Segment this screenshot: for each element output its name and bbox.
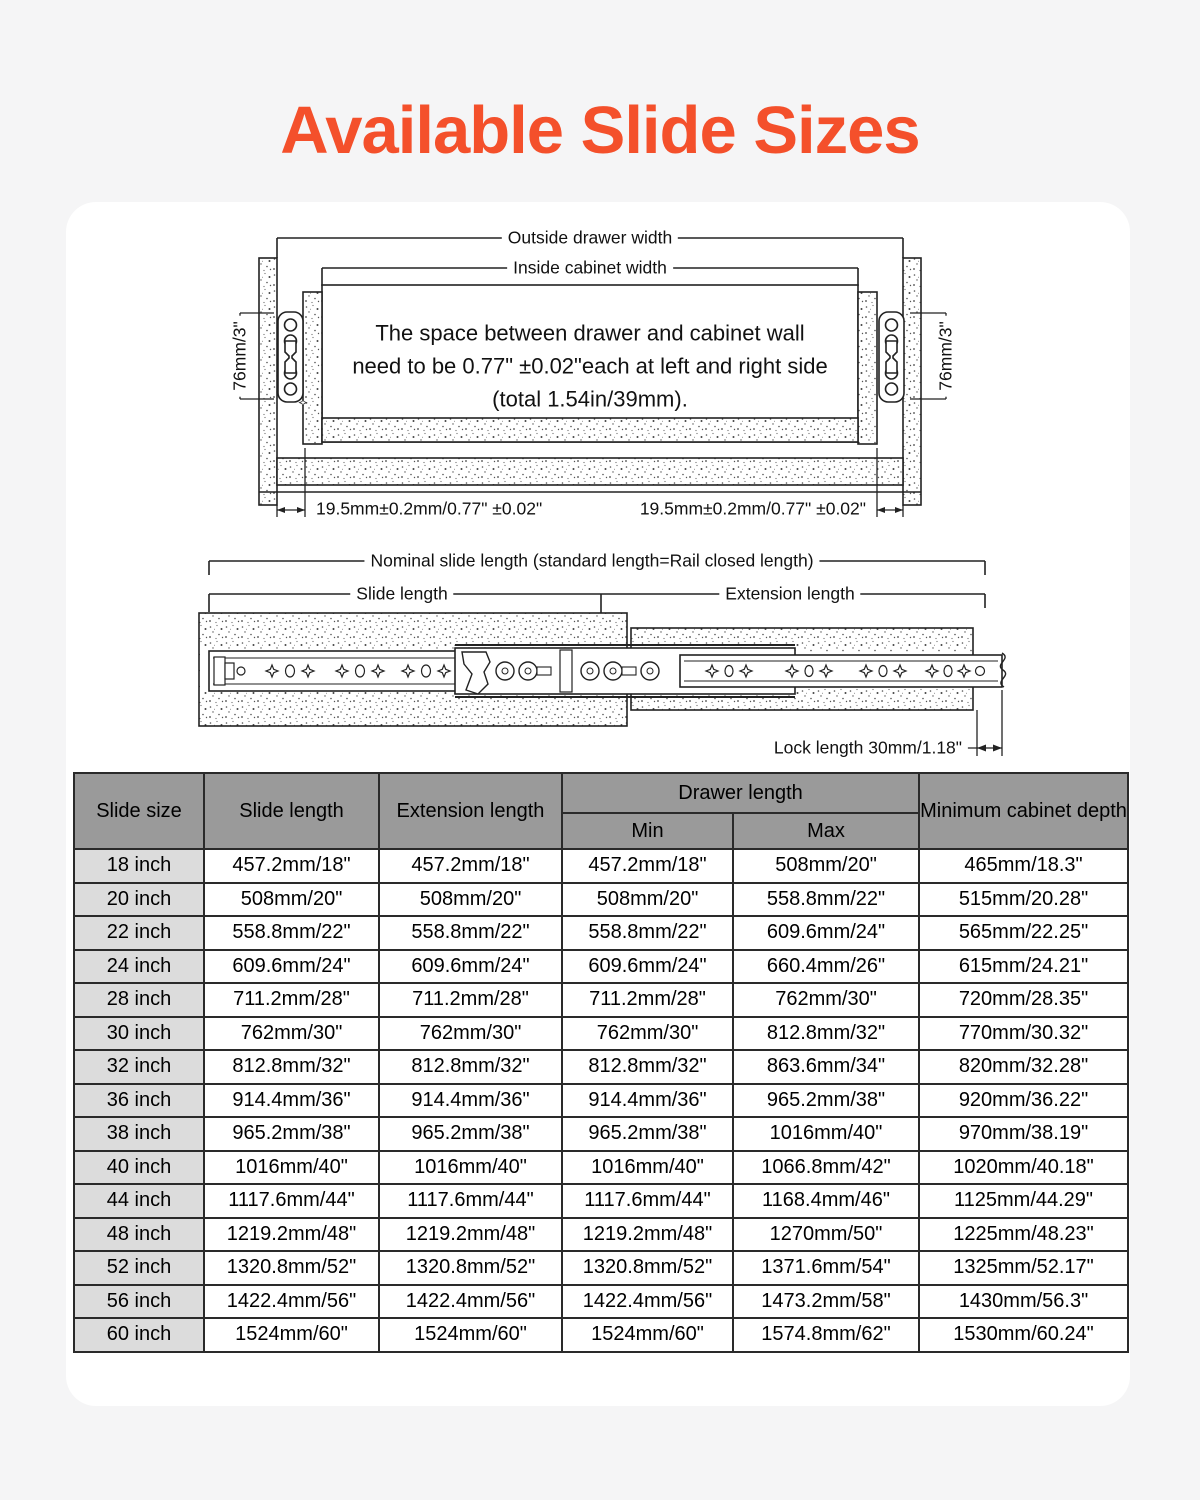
table-cell: 762mm/30" xyxy=(379,1017,562,1051)
table-row xyxy=(74,1017,1128,1051)
table-cell: 965.2mm/38" xyxy=(733,1084,919,1118)
table-cell: 1473.2mm/58" xyxy=(733,1285,919,1319)
inside-cabinet-width-label: Inside cabinet width xyxy=(507,258,673,279)
table-row xyxy=(74,1218,1128,1252)
header-min-cabinet-depth: Minimum cabinet depth xyxy=(919,773,1128,849)
extension-length-label: Extension length xyxy=(719,584,860,605)
cabinet-bottom-panel xyxy=(277,458,903,485)
table-cell: 515mm/20.28" xyxy=(919,883,1128,917)
table-cell: 965.2mm/38" xyxy=(562,1117,733,1151)
table-cell: 457.2mm/18" xyxy=(379,849,562,883)
table-cell: 38 inch xyxy=(74,1117,204,1151)
outer-wall-right xyxy=(903,258,921,505)
table-cell: 762mm/30" xyxy=(204,1017,379,1051)
table-cell: 914.4mm/36" xyxy=(204,1084,379,1118)
table-cell: 1524mm/60" xyxy=(204,1318,379,1352)
table-cell: 1320.8mm/52" xyxy=(204,1251,379,1285)
table-cell: 820mm/32.28" xyxy=(919,1050,1128,1084)
table-row xyxy=(74,916,1128,950)
outer-wall-left xyxy=(259,258,277,505)
table-cell: 56 inch xyxy=(74,1285,204,1319)
table-row xyxy=(74,1084,1128,1118)
table-cell: 863.6mm/34" xyxy=(733,1050,919,1084)
header-drawer-length: Drawer length xyxy=(562,773,919,813)
table-cell: 762mm/30" xyxy=(562,1017,733,1051)
table-cell: 711.2mm/28" xyxy=(204,983,379,1017)
table-cell: 24 inch xyxy=(74,950,204,984)
table-cell: 30 inch xyxy=(74,1017,204,1051)
table-cell: 914.4mm/36" xyxy=(379,1084,562,1118)
table-cell: 1219.2mm/48" xyxy=(204,1218,379,1252)
table-cell: 508mm/20" xyxy=(733,849,919,883)
header-max: Max xyxy=(733,813,919,849)
table-cell: 1422.4mm/56" xyxy=(204,1285,379,1319)
table-cell: 1524mm/60" xyxy=(562,1318,733,1352)
table-cell: 812.8mm/32" xyxy=(204,1050,379,1084)
table-cell: 1066.8mm/42" xyxy=(733,1151,919,1185)
header-slide-size: Slide size xyxy=(74,773,204,849)
nominal-slide-length-label: Nominal slide length (standard length=Rail closed length) xyxy=(364,551,819,572)
table-cell: 565mm/22.25" xyxy=(919,916,1128,950)
lock-length-label: Lock length 30mm/1.18" xyxy=(768,738,968,759)
table-cell: 32 inch xyxy=(74,1050,204,1084)
table-header xyxy=(74,773,1128,849)
table-cell: 1117.6mm/44" xyxy=(204,1184,379,1218)
table-cell: 508mm/20" xyxy=(379,883,562,917)
table-cell: 1524mm/60" xyxy=(379,1318,562,1352)
outside-drawer-width-label: Outside drawer width xyxy=(502,228,678,249)
table-cell: 711.2mm/28" xyxy=(562,983,733,1017)
table-cell: 457.2mm/18" xyxy=(562,849,733,883)
table-cell: 1117.6mm/44" xyxy=(379,1184,562,1218)
table-cell: 965.2mm/38" xyxy=(379,1117,562,1151)
table-cell: 465mm/18.3" xyxy=(919,849,1128,883)
slide-length-diagram xyxy=(199,399,1006,756)
table-row xyxy=(74,950,1128,984)
side-clearance-label-left: 19.5mm±0.2mm/0.77" ±0.02" xyxy=(316,498,543,519)
table-cell: 52 inch xyxy=(74,1251,204,1285)
table-cell: 558.8mm/22" xyxy=(379,916,562,950)
table-cell: 1422.4mm/56" xyxy=(379,1285,562,1319)
table-cell: 48 inch xyxy=(74,1218,204,1252)
header-min: Min xyxy=(562,813,733,849)
table-cell: 1530mm/60.24" xyxy=(919,1318,1128,1352)
table-cell: 1225mm/48.23" xyxy=(919,1218,1128,1252)
table-cell: 36 inch xyxy=(74,1084,204,1118)
table-cell: 1325mm/52.17" xyxy=(919,1251,1128,1285)
page-title: Available Slide Sizes xyxy=(280,93,920,168)
table-cell: 1117.6mm/44" xyxy=(562,1184,733,1218)
table-cell: 762mm/30" xyxy=(733,983,919,1017)
table-row xyxy=(74,1285,1128,1319)
table-cell: 1168.4mm/46" xyxy=(733,1184,919,1218)
table-cell: 1125mm/44.29" xyxy=(919,1184,1128,1218)
table-cell: 914.4mm/36" xyxy=(562,1084,733,1118)
table-cell: 558.8mm/22" xyxy=(204,916,379,950)
table-cell: 20 inch xyxy=(74,883,204,917)
table-row xyxy=(74,1184,1128,1218)
table-cell: 812.8mm/32" xyxy=(562,1050,733,1084)
table-cell: 609.6mm/24" xyxy=(379,950,562,984)
inner-wall-left xyxy=(303,292,322,444)
header-slide-length: Slide length xyxy=(204,773,379,849)
table-cell: 60 inch xyxy=(74,1318,204,1352)
table-row xyxy=(74,1117,1128,1151)
slide-length-label: Slide length xyxy=(350,584,453,605)
table-cell: 1016mm/40" xyxy=(379,1151,562,1185)
table-cell: 615mm/24.21" xyxy=(919,950,1128,984)
table-cell: 1422.4mm/56" xyxy=(562,1285,733,1319)
table-cell: 44 inch xyxy=(74,1184,204,1218)
table-cell: 1320.8mm/52" xyxy=(379,1251,562,1285)
table-cell: 711.2mm/28" xyxy=(379,983,562,1017)
table-row xyxy=(74,1151,1128,1185)
table-cell: 1016mm/40" xyxy=(733,1117,919,1151)
table-cell: 508mm/20" xyxy=(562,883,733,917)
table-body xyxy=(74,849,1128,1352)
table-cell: 965.2mm/38" xyxy=(204,1117,379,1151)
header-extension-length: Extension length xyxy=(379,773,562,849)
drawer-bottom-panel xyxy=(322,418,858,442)
slide-profile-left xyxy=(278,312,303,402)
table-cell: 18 inch xyxy=(74,849,204,883)
table-cell: 1020mm/40.18" xyxy=(919,1151,1128,1185)
slide-profile-right xyxy=(879,312,904,402)
table-cell: 22 inch xyxy=(74,916,204,950)
table-cell: 1219.2mm/48" xyxy=(562,1218,733,1252)
table-row xyxy=(74,1318,1128,1352)
table-row xyxy=(74,983,1128,1017)
inner-wall-right xyxy=(858,292,877,444)
table-cell: 609.6mm/24" xyxy=(204,950,379,984)
table-cell: 720mm/28.35" xyxy=(919,983,1128,1017)
table-cell: 558.8mm/22" xyxy=(562,916,733,950)
extension-rail xyxy=(680,653,1006,687)
table-cell: 28 inch xyxy=(74,983,204,1017)
table-row xyxy=(74,1251,1128,1285)
slide-height-label-right: 76mm/3" xyxy=(936,315,957,396)
table-row xyxy=(74,883,1128,917)
table-cell: 660.4mm/26" xyxy=(733,950,919,984)
table-cell: 970mm/38.19" xyxy=(919,1117,1128,1151)
table-cell: 40 inch xyxy=(74,1151,204,1185)
table-cell: 609.6mm/24" xyxy=(733,916,919,950)
table-cell: 1574.8mm/62" xyxy=(733,1318,919,1352)
side-clearance-label-right: 19.5mm±0.2mm/0.77" ±0.02" xyxy=(639,498,866,519)
table-row xyxy=(74,849,1128,883)
table-cell: 508mm/20" xyxy=(204,883,379,917)
table-cell: 609.6mm/24" xyxy=(562,950,733,984)
slide-sizes-table xyxy=(73,772,1129,1353)
table-cell: 920mm/36.22" xyxy=(919,1084,1128,1118)
table-cell: 770mm/30.32" xyxy=(919,1017,1128,1051)
table-cell: 1219.2mm/48" xyxy=(379,1218,562,1252)
table-cell: 457.2mm/18" xyxy=(204,849,379,883)
table-cell: 1371.6mm/54" xyxy=(733,1251,919,1285)
table-cell: 1270mm/50" xyxy=(733,1218,919,1252)
table-cell: 1016mm/40" xyxy=(562,1151,733,1185)
table-cell: 1320.8mm/52" xyxy=(562,1251,733,1285)
table-cell: 812.8mm/32" xyxy=(379,1050,562,1084)
slide-height-label-left: 76mm/3" xyxy=(230,315,251,396)
clearance-note: The space between drawer and cabinet wall need to be 0.77" ±0.02"each at left and right side (total 1.54in/39mm). xyxy=(352,320,828,412)
table-cell: 812.8mm/32" xyxy=(733,1017,919,1051)
table-cell: 558.8mm/22" xyxy=(733,883,919,917)
table-cell: 1016mm/40" xyxy=(204,1151,379,1185)
table-row xyxy=(74,1050,1128,1084)
table-cell: 1430mm/56.3" xyxy=(919,1285,1128,1319)
